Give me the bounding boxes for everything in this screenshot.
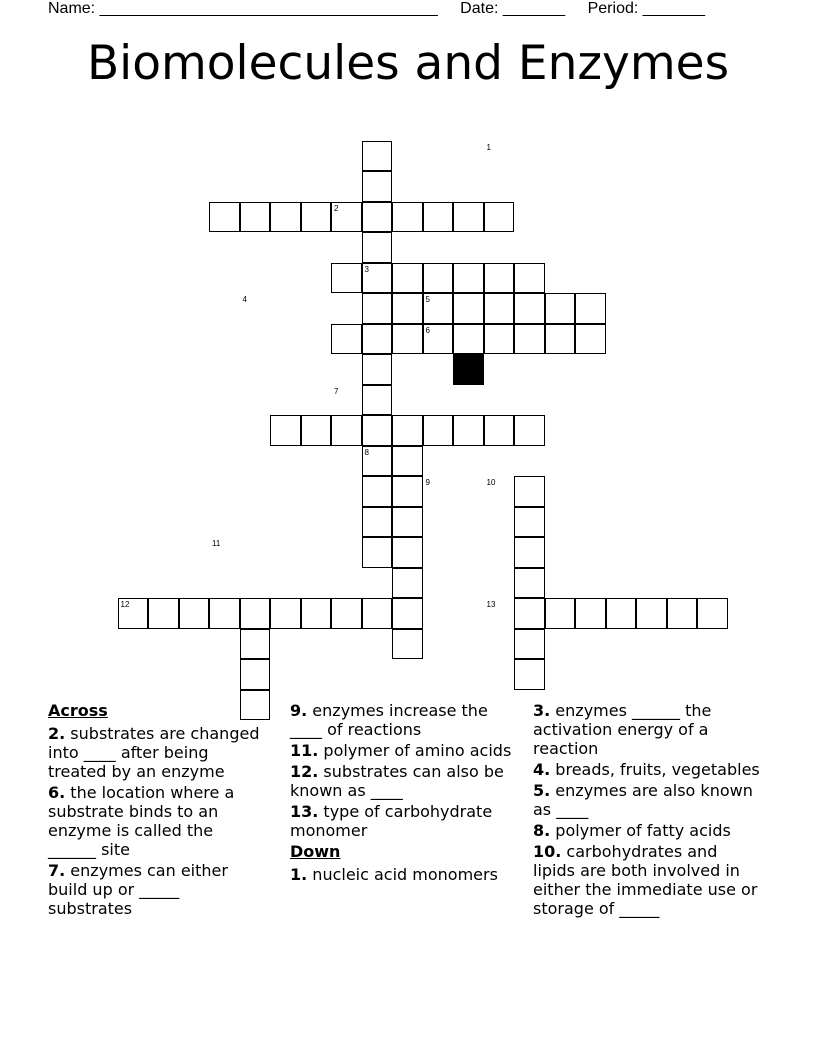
crossword-cell[interactable]	[514, 598, 545, 629]
crossword-cell[interactable]	[240, 659, 271, 690]
clue-text: type of carbohydrate monomer	[290, 802, 493, 840]
crossword-cell[interactable]	[453, 202, 484, 233]
crossword-cell[interactable]	[697, 598, 728, 629]
crossword-cell[interactable]	[392, 415, 423, 446]
cell-number: 11	[212, 539, 221, 548]
down-clue-5	[533, 781, 763, 819]
clue-number: 5.	[533, 781, 551, 800]
crossword-cell[interactable]	[392, 629, 423, 660]
clue-text: enzymes can either build up or _____ substrates	[48, 861, 228, 918]
crossword-cell[interactable]	[514, 629, 545, 660]
crossword-cell[interactable]	[392, 507, 423, 538]
crossword-cell[interactable]	[362, 415, 393, 446]
crossword-cell[interactable]	[514, 659, 545, 690]
crossword-cell[interactable]	[423, 415, 454, 446]
crossword-cell[interactable]	[362, 598, 393, 629]
clue-text: nucleic acid monomers	[307, 865, 498, 884]
clue-number: 6.	[48, 783, 66, 802]
down-clue-1	[290, 865, 515, 884]
crossword-cell[interactable]	[301, 415, 332, 446]
clue-text: polymer of fatty acids	[550, 821, 731, 840]
crossword-cell[interactable]	[209, 202, 240, 233]
clue-number: 11.	[290, 741, 319, 760]
crossword-cell[interactable]	[545, 598, 576, 629]
clue-text: enzymes ______ the activation energy of a reaction	[533, 701, 712, 758]
cell-number: 3	[364, 264, 369, 274]
crossword-cell[interactable]	[362, 476, 393, 507]
clue-text: carbohydrates and lipids are both involved in either the immediate use or storage of _____	[533, 842, 758, 918]
crossword-cell[interactable]	[392, 293, 423, 324]
across-clue-2	[48, 724, 263, 781]
crossword-cell[interactable]	[453, 324, 484, 355]
period-field[interactable]: Period: _______	[587, 0, 706, 17]
cell-number: 6	[425, 325, 430, 335]
crossword-cell[interactable]	[209, 598, 240, 629]
crossword-cell[interactable]	[484, 324, 515, 355]
crossword-cell[interactable]	[301, 598, 332, 629]
crossword-cell[interactable]	[514, 324, 545, 355]
across-clue-6	[48, 783, 263, 859]
clue-text: polymer of amino acids	[318, 741, 512, 760]
down-clue-4	[533, 760, 763, 779]
clues-column-1	[48, 701, 263, 920]
cell-number: 13	[486, 600, 496, 609]
across-clue-11	[290, 741, 515, 760]
clue-text: breads, fruits, vegetables	[550, 760, 760, 779]
crossword-cell[interactable]	[575, 324, 606, 355]
page-title: Biomolecules and Enzymes	[86, 36, 730, 91]
crossword-cell[interactable]	[331, 263, 362, 294]
crossword-cell[interactable]	[575, 598, 606, 629]
across-heading: Across	[48, 701, 108, 720]
crossword-cell[interactable]	[362, 385, 393, 416]
crossword-cell[interactable]	[270, 598, 301, 629]
crossword-cell[interactable]	[301, 202, 332, 233]
crossword-cell[interactable]	[545, 324, 576, 355]
date-field[interactable]: Date: _______	[460, 0, 566, 17]
crossword-cell[interactable]	[484, 415, 515, 446]
crossword-cell[interactable]	[545, 293, 576, 324]
crossword-cell[interactable]	[362, 324, 393, 355]
crossword-cell[interactable]	[392, 537, 423, 568]
crossword-cell[interactable]	[362, 537, 393, 568]
clue-number: 4.	[533, 760, 551, 779]
cell-number: 1	[486, 142, 491, 152]
cell-number: 10	[486, 478, 496, 487]
down-clue-3	[533, 701, 763, 758]
crossword-cell[interactable]	[514, 476, 545, 507]
crossword-cell[interactable]	[392, 446, 423, 477]
cell-number: 7	[334, 386, 339, 396]
clues-column-2	[290, 701, 515, 886]
crossword-cell[interactable]	[392, 568, 423, 599]
clue-text: enzymes are also known as ____	[533, 781, 753, 819]
clue-text: the location where a substrate binds to an enzyme is called the ______ site	[48, 783, 235, 859]
crossword-cell[interactable]	[484, 202, 515, 233]
crossword-cell[interactable]	[453, 293, 484, 324]
across-clue-7	[48, 861, 263, 918]
name-field[interactable]: Name: ______________________________________	[48, 0, 438, 17]
crossword-cell[interactable]	[148, 598, 179, 629]
crossword-cell[interactable]	[514, 263, 545, 294]
across-clue-9	[290, 701, 515, 739]
blocked-cell	[453, 354, 484, 385]
crossword-cell[interactable]	[362, 232, 393, 263]
crossword-cell[interactable]	[331, 324, 362, 355]
crossword-cell[interactable]	[240, 598, 271, 629]
cell-number: 8	[364, 447, 369, 457]
clue-number: 2.	[48, 724, 66, 743]
clue-text: substrates are changed into ____ after being treated by an enzyme	[48, 724, 260, 781]
crossword-cell[interactable]	[423, 263, 454, 294]
crossword-cell[interactable]	[453, 415, 484, 446]
crossword-cell[interactable]	[331, 598, 362, 629]
crossword-cell[interactable]	[453, 263, 484, 294]
crossword-cell[interactable]	[362, 507, 393, 538]
crossword-cell[interactable]	[362, 293, 393, 324]
crossword-cell[interactable]	[240, 629, 271, 660]
cell-number: 4	[242, 295, 247, 304]
crossword-cell[interactable]	[484, 263, 515, 294]
crossword-cell[interactable]	[392, 598, 423, 629]
clue-text: substrates can also be known as ____	[290, 762, 504, 800]
crossword-cell[interactable]	[392, 263, 423, 294]
clue-number: 12.	[290, 762, 319, 781]
clue-number: 13.	[290, 802, 319, 821]
crossword-cell[interactable]	[514, 537, 545, 568]
clue-text: enzymes increase the ____ of reactions	[290, 701, 488, 739]
clue-number: 3.	[533, 701, 551, 720]
crossword-cell[interactable]	[514, 507, 545, 538]
clue-number: 10.	[533, 842, 562, 861]
crossword-cell[interactable]	[392, 476, 423, 507]
crossword-cell[interactable]	[179, 598, 210, 629]
crossword-cell[interactable]	[240, 202, 271, 233]
down-clue-10	[533, 842, 763, 918]
cell-number: 12	[120, 600, 130, 609]
crossword-cell[interactable]	[484, 293, 515, 324]
clue-number: 1.	[290, 865, 308, 884]
crossword-cell[interactable]	[514, 415, 545, 446]
crossword-cell[interactable]	[667, 598, 698, 629]
crossword-cell[interactable]	[575, 293, 606, 324]
crossword-cell[interactable]	[423, 202, 454, 233]
clue-number: 9.	[290, 701, 308, 720]
crossword-cell[interactable]	[362, 202, 393, 233]
crossword-cell[interactable]	[514, 293, 545, 324]
crossword-cell[interactable]	[362, 171, 393, 202]
down-heading: Down	[290, 842, 341, 861]
cell-number: 9	[425, 478, 430, 487]
clue-number: 7.	[48, 861, 66, 880]
crossword-cell[interactable]	[514, 568, 545, 599]
crossword-cell[interactable]	[270, 415, 301, 446]
crossword-cell[interactable]	[636, 598, 667, 629]
crossword-cell[interactable]	[392, 202, 423, 233]
down-clue-8	[533, 821, 763, 840]
across-clue-12	[290, 762, 515, 800]
crossword-cell[interactable]	[392, 324, 423, 355]
crossword-cell[interactable]	[362, 354, 393, 385]
crossword-cell[interactable]	[331, 415, 362, 446]
cell-number: 5	[425, 295, 430, 304]
crossword-cell[interactable]	[362, 141, 393, 172]
crossword-cell[interactable]	[270, 202, 301, 233]
clue-number: 8.	[533, 821, 551, 840]
crossword-cell[interactable]	[606, 598, 637, 629]
clues-column-3	[533, 701, 763, 920]
across-clue-13	[290, 802, 515, 840]
cell-number: 2	[334, 203, 339, 213]
